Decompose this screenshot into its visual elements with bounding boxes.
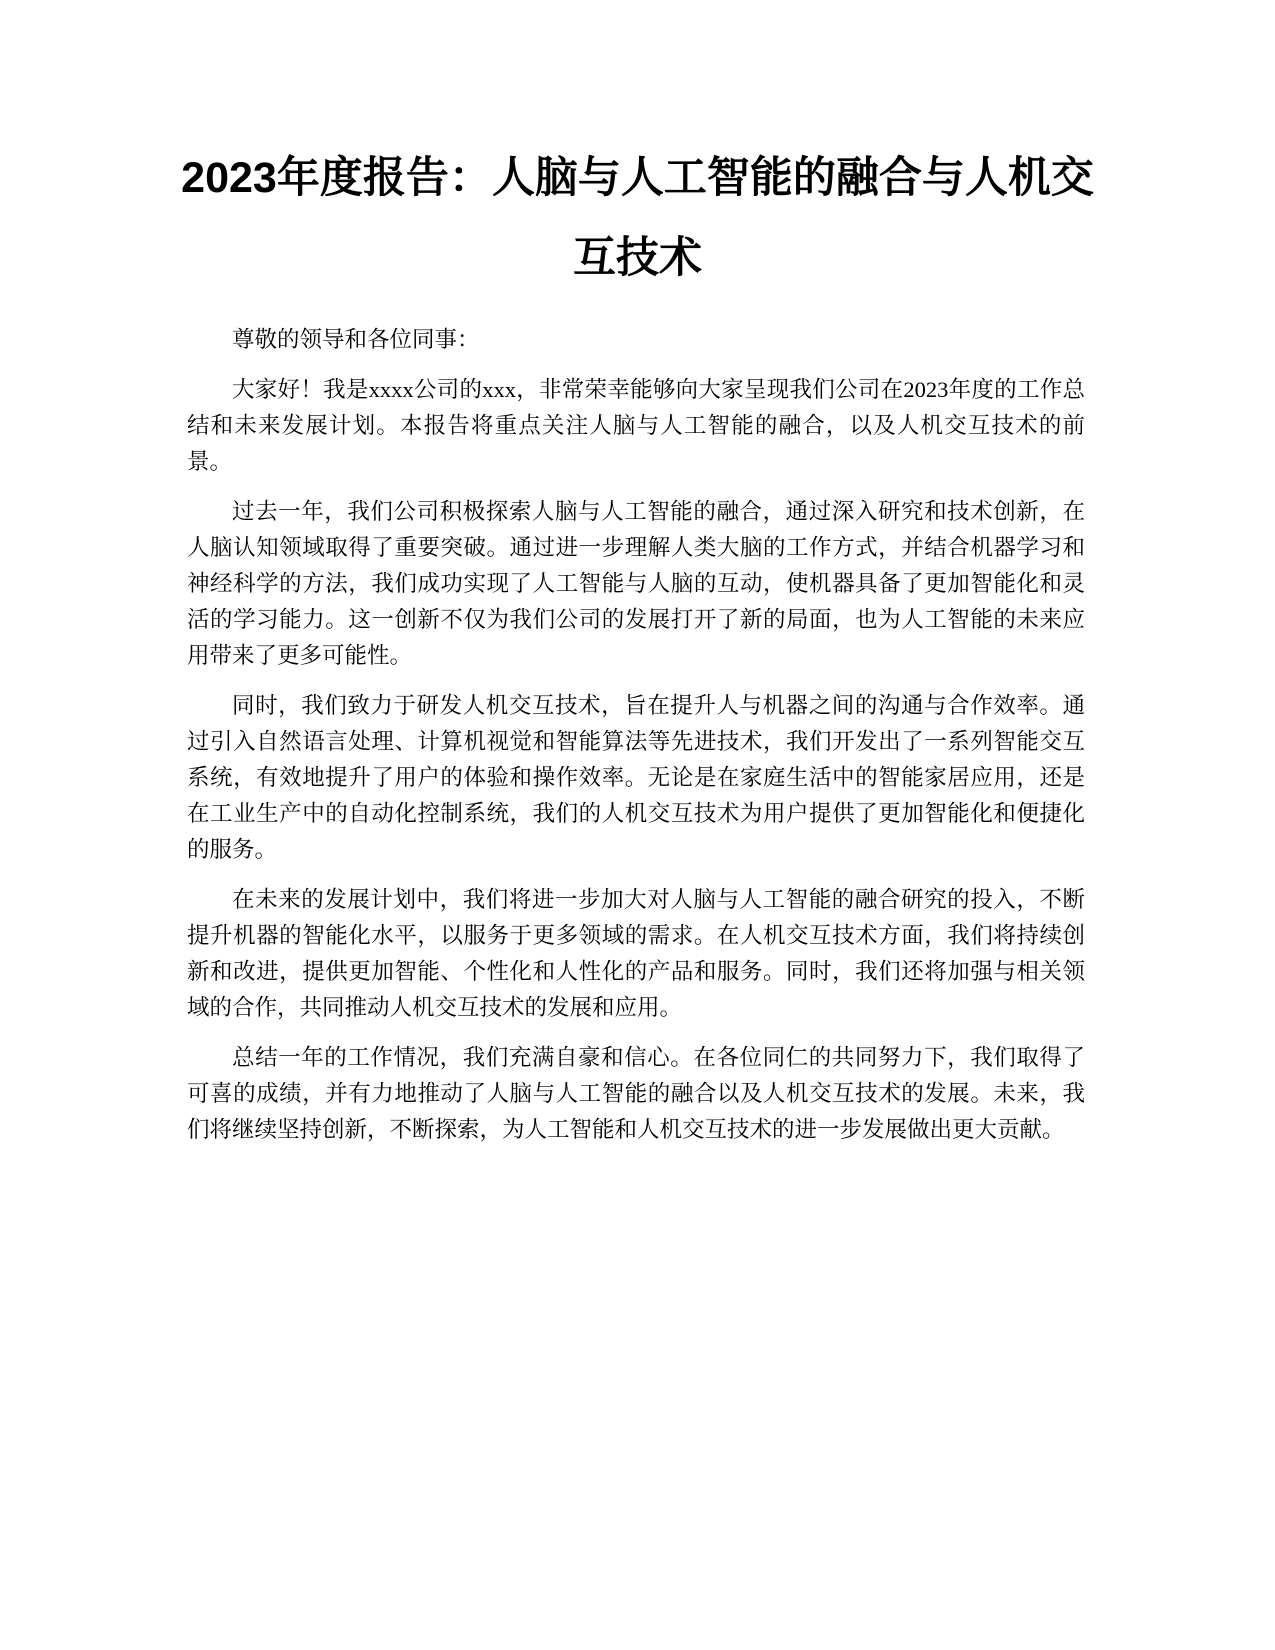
future-plan-paragraph: 在未来的发展计划中，我们将进一步加大对人脑与人工智能的融合研究的投入，不断提升机器的智能化水平，以服务于更多领域的需求。在人机交互技术方面，我们将持续创新和改进，提供更加智能、个性化和人性化的产品和服务。同时，我们还将加强与相关领域的合作，共同推动人机交互技术的发展和应用。	[187, 887, 1085, 1020]
document-title: 2023年度报告：人脑与人工智能的融合与人机交互技术	[181, 154, 1094, 282]
salutation-paragraph: 尊敬的领导和各位同事：	[232, 327, 480, 352]
summary-paragraph: 总结一年的工作情况，我们充满自豪和信心。在各位同仁的共同努力下，我们取得了可喜的成绩，并有力地推动了人脑与人工智能的融合以及人机交互技术的发展。未来，我们将继续坚持创新，不断探索，为人工智能和人机交互技术的进一步发展做出更大贡献。	[187, 1045, 1085, 1142]
document-body	[187, 322, 1085, 1162]
hci-paragraph: 同时，我们致力于研发人机交互技术，旨在提升人与机器之间的沟通与合作效率。通过引入自然语言处理、计算机视觉和智能算法等先进技术，我们开发出了一系列智能交互系统，有效地提升了用户的体验和操作效率。无论是在家庭生活中的智能家居应用，还是在工业生产中的自动化控制系统，我们的人机交互技术为用户提供了更加智能化和便捷化的服务。	[187, 693, 1085, 862]
fusion-progress-paragraph: 过去一年，我们公司积极探索人脑与人工智能的融合，通过深入研究和技术创新，在人脑认知领域取得了重要突破。通过进一步理解人类大脑的工作方式，并结合机器学习和神经科学的方法，我们成功实现了人工智能与人脑的互动，使机器具备了更加智能化和灵活的学习能力。这一创新不仅为我们公司的发展打开了新的局面，也为人工智能的未来应用带来了更多可能性。	[187, 499, 1085, 668]
intro-paragraph: 大家好！我是xxxx公司的xxx，非常荣幸能够向大家呈现我们公司在2023年度的工作总结和未来发展计划。本报告将重点关注人脑与人工智能的融合，以及人机交互技术的前景。	[187, 377, 1085, 474]
